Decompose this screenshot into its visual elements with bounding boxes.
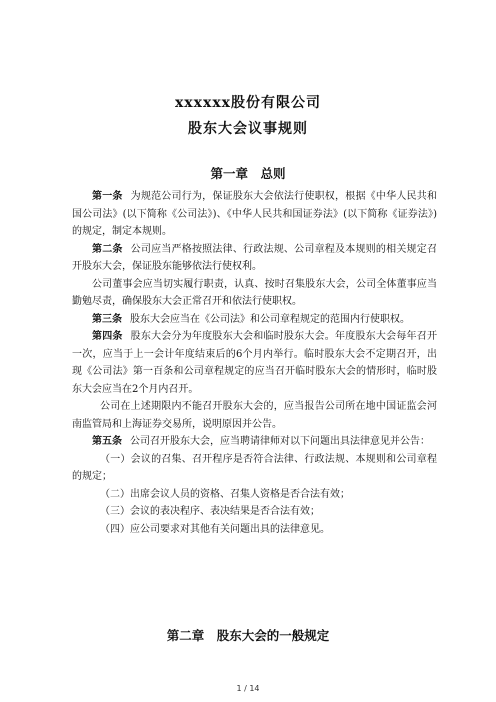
article-3-text: 股东大会应当在《公司法》和公司章程规定的范围内行使职权。 <box>130 313 410 325</box>
article-5-item-3: （三）会议的表决程序、表决结果是否合法有效； <box>100 506 320 517</box>
article-5-label: 第五条 <box>92 436 122 447</box>
article-5-item-4: （四）应公司要求对其他有关问题出具的法律意见。 <box>100 523 330 535</box>
article-3 <box>72 311 437 329</box>
article-5-text: 公司召开股东大会，应当聘请律师对以下问题出具法律意见并公告： <box>130 436 430 447</box>
article-2-label: 第二条 <box>92 243 123 255</box>
article-5-item-2: （二）出席会议人员的资格、召集人资格是否合法有效； <box>100 488 350 500</box>
article-5-item-1: （一）会议的召集、召开程序是否符合法律、行政法规、本规则和公司章程的规定； <box>72 453 437 482</box>
chapter-1-body <box>72 188 437 538</box>
page-number: 1 / 14 <box>236 684 260 693</box>
article-4-text: 股东大会分为年度股东大会和临时股东大会。年度股东大会每年召开一次，应当于上一会计年度结束后的6个月内举行。临时股东大会不定期召开，出现《公司法》第一百条和公司章程规定的应当召开临时股东大会的情形时，临时股东大会应当在2个月内召开。 <box>72 331 437 395</box>
article-1-label: 第一条 <box>92 191 123 202</box>
article-4-label: 第四条 <box>92 331 123 342</box>
article-3-label: 第三条 <box>92 313 122 325</box>
article-4-paragraph-2: 公司在上述期限内不能召开股东大会的，应当报告公司所在地中国证监会河南监管局和上海证券交易所，说明原因并公告。 <box>72 401 437 430</box>
chapter-1-heading: 第一章 总则 <box>210 166 286 181</box>
rules-title: 股东大会议事规则 <box>188 121 308 137</box>
article-2-text: 公司应当严格按照法律、行政法规、公司章程及本规则的相关规定召开股东大会，保证股东能够依法行使权利。 <box>72 243 437 272</box>
article-4 <box>72 328 437 398</box>
article-5 <box>72 433 437 451</box>
company-title: xxxxxx股份有限公司 <box>174 95 322 111</box>
article-1-text: 为规范公司行为，保证股东大会依法行使职权，根据《中华人民共和国公司法》(以下简称《公司法》)、《中华人民共和国证券法》(以下简称《证券法》)的规定，制定本规则。 <box>72 191 437 237</box>
article-1 <box>72 188 437 241</box>
article-2 <box>72 241 437 276</box>
chapter-2-heading: 第二章 股东大会的一般规定 <box>166 628 330 643</box>
article-2-paragraph-2: 公司董事会应当切实履行职责，认真、按时召集股东大会，公司全体董事应当勤勉尽责，确保股东大会正常召开和依法行使职权。 <box>72 278 437 307</box>
